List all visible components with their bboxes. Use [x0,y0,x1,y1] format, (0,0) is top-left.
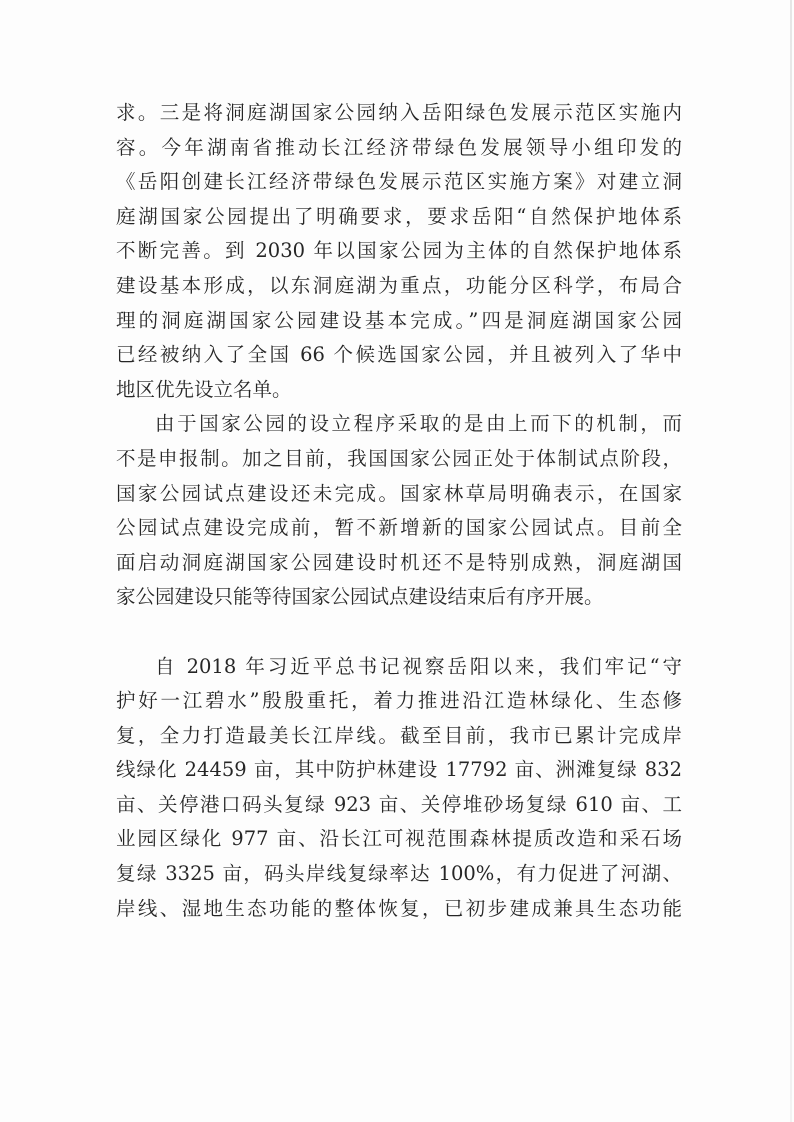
document-body [116,96,682,926]
paragraph-line: 求。三是将洞庭湖国家公园纳入岳阳绿色发展示范区实施内 [116,101,682,124]
paragraph-line: 由于国家公园的设立程序采取的是由上而下的机制，而 [155,412,682,436]
paragraph-line: 公园试点建设完成前，暂不新增新的国家公园试点。目前全 [116,516,682,540]
paragraph-line: 不是申报制。加之目前，我国国家公园正处于体制试点阶段， [116,446,682,470]
paragraph-line: 容。今年湖南省推动长江经济带绿色发展领导小组印发的 [116,135,682,159]
paragraph-line: 《岳阳创建长江经济带绿色发展示范区实施方案》对建立洞 [116,170,682,194]
paragraph-line: 已经被纳入了全国 66 个候选国家公园，并且被列入了华中 [116,343,682,367]
paragraph-line: 不断完善。到 2030 年以国家公园为主体的自然保护地体系 [116,239,682,263]
paragraph-line: 复绿 3325 亩，码头岸线复绿率达 100%，有力促进了河湖、 [116,862,682,886]
paragraph-line: 理的洞庭湖国家公园建设基本完成。”四是洞庭湖国家公园 [116,308,682,332]
paragraph-line: 亩、关停港口码头复绿 923 亩、关停堆砂场复绿 610 亩、工 [116,792,682,816]
paragraph-line: 线绿化 24459 亩，其中防护林建设 17792 亩、洲滩复绿 832 [116,758,682,782]
paragraph-line: 护好一江碧水”殷殷重托，着力推进沿江造林绿化、生态修 [116,689,682,713]
paragraph-line: 庭湖国家公园提出了明确要求，要求岳阳“自然保护地体系 [116,204,682,228]
section-heading [116,615,682,650]
paragraph-line: 国家公园试点建设还未完成。国家林草局明确表示，在国家 [116,481,682,505]
scan-edge [790,0,792,1122]
paragraph-line: 面启动洞庭湖国家公园建设时机还不是特别成熟，洞庭湖国 [116,550,682,574]
paragraph-line: 地区优先设立名单。 [116,377,292,401]
paragraph-line: 岸线、湿地生态功能的整体恢复，已初步建成兼具生态功能 [116,896,682,920]
paragraph-line: 家公园建设只能等待国家公园试点建设结束后有序开展。 [116,585,604,609]
paragraph-line: 建设基本形成，以东洞庭湖为重点，功能分区科学，布局合 [116,273,682,297]
paragraph-line: 自 2018 年习近平总书记视察岳阳以来，我们牢记“守 [155,654,682,678]
paragraph-line: 业园区绿化 977 亩、沿长江可视范围森林提质改造和采石场 [116,827,682,851]
paragraph-line: 复，全力打造最美长江岸线。截至目前，我市已累计完成岸 [116,723,682,747]
